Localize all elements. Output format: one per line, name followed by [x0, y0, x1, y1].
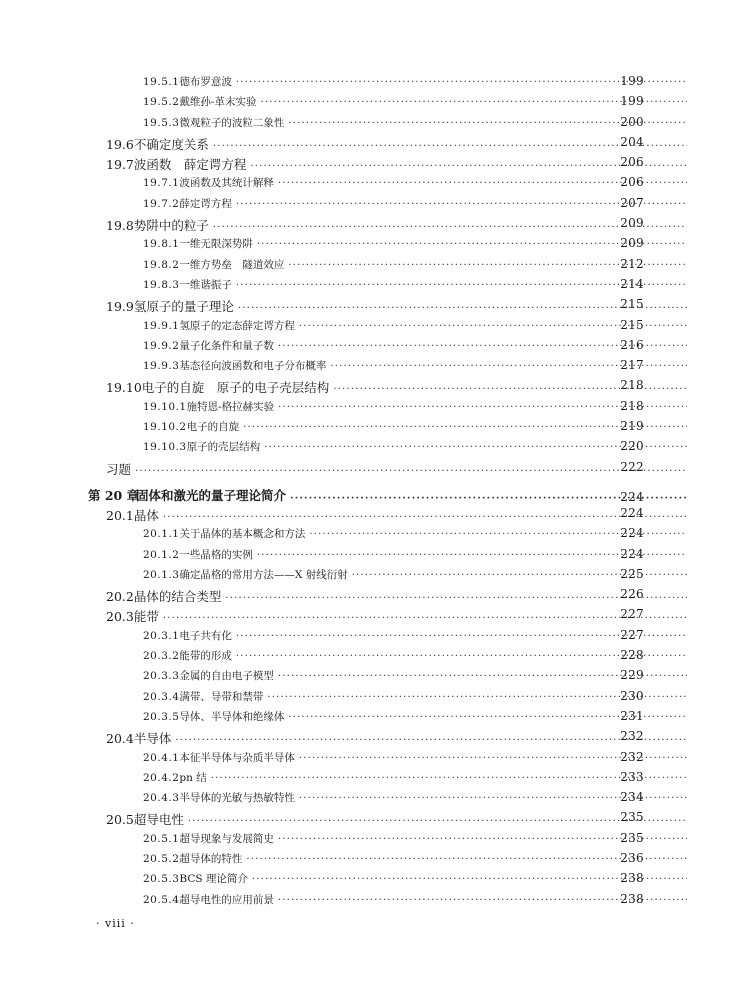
toc-entry-number: 20.2 — [106, 589, 134, 605]
toc-entry-page-number: 215 — [620, 317, 644, 332]
toc-entry-page-number: 236 — [620, 850, 644, 865]
toc-entry-sec — [0, 729, 729, 749]
toc-entry-page-number: 238 — [620, 891, 644, 906]
toc-entry-title: 确定晶格的常用方法——X 射线衍射 — [179, 568, 348, 581]
toc-entry-number: 20.3.2 — [143, 650, 180, 663]
toc-entry-sub — [0, 419, 729, 439]
toc-entry-page-number: 227 — [620, 607, 644, 622]
toc-entry-sub — [0, 196, 729, 216]
toc-entry-sec — [0, 135, 729, 155]
toc-entry-title: 戴维孙-革末实验 — [179, 96, 257, 109]
toc-entry-title: 本征半导体与杂质半导体 — [179, 751, 295, 764]
toc-entry-page-number: 224 — [620, 505, 644, 520]
toc-entry-sec — [0, 297, 729, 317]
toc-entry-number: 19.5.3 — [143, 116, 180, 129]
page-folio: · viii · — [96, 917, 135, 930]
toc-entry-page-number: 214 — [620, 276, 644, 291]
toc-entry-title: 金属的自由电子模型 — [179, 670, 274, 683]
toc-entry-number: 19.10.2 — [143, 421, 187, 434]
toc-entry-number: 19.9.1 — [143, 319, 180, 332]
toc-entry-sub — [0, 439, 729, 459]
toc-entry-number: 20.5.3 — [143, 873, 180, 886]
toc-entry-title: 关于晶体的基本概念和方法 — [179, 528, 306, 541]
toc-entry-sec — [0, 506, 729, 526]
toc-entry-number: 20.3.3 — [143, 670, 180, 683]
toc-entry-number: 19.8.2 — [143, 258, 180, 271]
toc-entry-sub — [0, 94, 729, 114]
toc-entry-number: 20.3.4 — [143, 690, 180, 703]
toc-entry-sub — [0, 628, 729, 648]
toc-entry-sec — [0, 607, 729, 627]
toc-entry-page-number: 232 — [620, 749, 644, 764]
toc-entry-number: 19.9 — [106, 299, 134, 315]
toc-entry-page-number: 209 — [620, 216, 644, 231]
toc-entry-number: 19.10.3 — [143, 441, 187, 454]
toc-entry-title: 电子的自旋 — [186, 421, 240, 434]
toc-entry-number: 第 20 章 — [88, 487, 140, 503]
toc-entry-sub — [0, 892, 729, 912]
toc-entry-title: BCS 理论简介 — [179, 873, 248, 886]
toc-entry-sub — [0, 526, 729, 546]
toc-entry-number: 20.1 — [106, 507, 134, 523]
toc-entry-title: pn 结 — [179, 771, 207, 784]
toc-entry-sub — [0, 709, 729, 729]
toc-entry-ex — [0, 460, 729, 480]
table-of-contents — [0, 74, 729, 912]
toc-entry-title: 原子的壳层结构 — [186, 441, 261, 454]
toc-entry-sub — [0, 318, 729, 338]
toc-entry-page-number: 199 — [620, 74, 644, 88]
toc-entry-sub — [0, 668, 729, 688]
toc-entry-title: 满带、导带和禁带 — [179, 690, 264, 703]
toc-entry-sub — [0, 338, 729, 358]
toc-entry-page-number: 199 — [620, 94, 644, 109]
toc-entry-number: 19.8 — [106, 218, 134, 234]
toc-entry-title: 习题 — [106, 461, 132, 477]
toc-entry-page-number: 206 — [620, 175, 644, 190]
toc-entry-title: 电子的自旋 原子的电子壳层结构 — [141, 380, 330, 396]
toc-entry-sub — [0, 851, 729, 871]
toc-entry-page-number: 204 — [620, 134, 644, 149]
toc-entry-title: 波函数 薛定谔方程 — [133, 157, 247, 173]
toc-entry-number: 20.4.3 — [143, 792, 180, 805]
toc-entry-sub — [0, 750, 729, 770]
toc-entry-number: 19.7.2 — [143, 197, 180, 210]
toc-entry-number: 20.4 — [106, 731, 134, 747]
dot-leader — [163, 614, 687, 624]
toc-entry-sub — [0, 648, 729, 668]
toc-entry-page-number: 224 — [620, 489, 644, 504]
toc-entry-page-number: 209 — [620, 236, 644, 251]
toc-entry-sub — [0, 399, 729, 419]
toc-entry-title: 波函数及其统计解释 — [179, 177, 274, 190]
dot-leader — [135, 467, 687, 477]
toc-entry-page-number: 228 — [620, 648, 644, 663]
toc-entry-title: 施特恩-格拉赫实验 — [186, 400, 275, 413]
toc-entry-title: 不确定度关系 — [133, 136, 209, 152]
toc-entry-number: 20.5.1 — [143, 832, 180, 845]
toc-entry-number: 20.5 — [106, 812, 134, 828]
dot-leader — [213, 142, 687, 152]
toc-entry-page-number: 222 — [620, 459, 644, 474]
toc-entry-number: 19.9.3 — [143, 360, 180, 373]
dot-leader — [211, 774, 687, 784]
toc-entry-number: 19.7 — [106, 157, 134, 173]
toc-entry-sub — [0, 175, 729, 195]
toc-entry-page-number: 212 — [620, 256, 644, 271]
toc-entry-number: 19.8.3 — [143, 278, 180, 291]
toc-entry-title: 势阱中的粒子 — [133, 218, 209, 234]
toc-entry-page-number: 218 — [620, 398, 644, 413]
toc-entry-sub — [0, 358, 729, 378]
toc-entry-title: 半导体 — [133, 731, 172, 747]
toc-entry-page-number: 231 — [620, 708, 644, 723]
toc-entry-sub — [0, 871, 729, 891]
toc-entry-page-number: 217 — [620, 358, 644, 373]
toc-entry-title: 能带 — [133, 609, 159, 625]
toc-entry-title: 氢原子的量子理论 — [133, 299, 234, 315]
dot-leader — [175, 736, 687, 746]
dot-leader — [225, 594, 687, 604]
dot-leader — [163, 513, 687, 523]
toc-entry-page-number: 227 — [620, 627, 644, 642]
toc-entry-sub — [0, 831, 729, 851]
toc-entry-title: 能带的形成 — [179, 650, 232, 663]
toc-entry-number: 19.10 — [106, 380, 142, 396]
toc-entry-title: 微观粒子的波粒二象性 — [179, 116, 285, 129]
toc-entry-title: 一维方势垒 隧道效应 — [179, 258, 285, 271]
toc-entry-page-number: 200 — [620, 114, 644, 129]
toc-entry-page-number: 233 — [620, 769, 644, 784]
toc-entry-sub — [0, 770, 729, 790]
toc-entry-title: 导体、半导体和绝缘体 — [179, 710, 285, 723]
toc-entry-number: 19.5.1 — [143, 76, 180, 88]
toc-entry-number: 19.6 — [106, 136, 134, 152]
toc-entry-number: 19.10.1 — [143, 400, 187, 413]
toc-entry-page-number: 235 — [620, 810, 644, 825]
dot-leader — [213, 223, 687, 233]
toc-entry-page-number: 232 — [620, 729, 644, 744]
dot-leader — [188, 817, 687, 827]
toc-entry-number: 19.5.2 — [143, 96, 180, 109]
toc-entry-number: 20.1.1 — [143, 528, 180, 541]
toc-entry-number: 20.1.3 — [143, 568, 180, 581]
toc-entry-title: 超导体的特性 — [179, 852, 243, 865]
toc-entry-title: 晶体 — [133, 507, 159, 523]
toc-entry-title: 半导体的光敏与热敏特性 — [179, 792, 295, 805]
toc-entry-sub — [0, 277, 729, 297]
toc-entry-title: 德布罗意波 — [179, 76, 232, 88]
toc-entry-page-number: 206 — [620, 155, 644, 170]
toc-entry-number: 20.3.1 — [143, 629, 180, 642]
toc-entry-sec — [0, 587, 729, 607]
toc-entry-sub — [0, 567, 729, 587]
toc-entry-page-number: 224 — [620, 546, 644, 561]
toc-entry-page-number: 207 — [620, 195, 644, 210]
toc-entry-page-number: 230 — [620, 688, 644, 703]
toc-entry-number: 19.8.1 — [143, 238, 180, 251]
toc-entry-sec — [0, 378, 729, 398]
toc-entry-title: 晶体的结合类型 — [133, 589, 222, 605]
toc-entry-number: 19.7.1 — [143, 177, 180, 190]
toc-entry-sub — [0, 115, 729, 135]
toc-entry-page-number: 215 — [620, 297, 644, 312]
toc-entry-page-number: 216 — [620, 337, 644, 352]
toc-entry-page-number: 218 — [620, 378, 644, 393]
toc-entry-page-number: 219 — [620, 419, 644, 434]
toc-entry-page-number: 225 — [620, 566, 644, 581]
toc-entry-number: 20.4.2 — [143, 771, 180, 784]
toc-entry-title: 固体和激光的量子理论简介 — [136, 487, 287, 503]
toc-entry-title: 一维无限深势阱 — [179, 238, 253, 251]
toc-entry-number: 20.1.2 — [143, 548, 180, 561]
toc-entry-title: 一维谐振子 — [179, 278, 232, 291]
toc-entry-number: 20.5.4 — [143, 893, 180, 906]
toc-entry-number: 20.4.1 — [143, 751, 180, 764]
toc-entry-number: 20.3.5 — [143, 710, 180, 723]
toc-entry-sub — [0, 790, 729, 810]
toc-entry-page-number: 226 — [620, 587, 644, 602]
toc-entry-chap — [0, 480, 729, 506]
toc-entry-page-number: 229 — [620, 668, 644, 683]
toc-entry-sub — [0, 236, 729, 256]
toc-entry-sub — [0, 547, 729, 567]
toc-entry-number: 20.3 — [106, 609, 134, 625]
toc-entry-title: 电子共有化 — [179, 629, 232, 642]
toc-entry-title: 薛定谔方程 — [179, 197, 232, 210]
toc-entry-page-number: 238 — [620, 871, 644, 886]
toc-entry-sec — [0, 155, 729, 175]
toc-entry-title: 超导现象与发展简史 — [179, 832, 274, 845]
toc-entry-sec — [0, 810, 729, 830]
toc-entry-title: 量子化条件和量子数 — [179, 339, 274, 352]
toc-entry-page-number: 235 — [620, 830, 644, 845]
toc-entry-number: 20.5.2 — [143, 852, 180, 865]
toc-entry-number: 19.9.2 — [143, 339, 180, 352]
toc-entry-title: 基态径向波函数和电子分布概率 — [179, 360, 327, 373]
toc-entry-sub — [0, 74, 729, 94]
toc-entry-title: 超导电性的应用前景 — [179, 893, 274, 906]
toc-entry-page-number: 224 — [620, 526, 644, 541]
toc-entry-title: 超导电性 — [133, 812, 184, 828]
toc-entry-sub — [0, 689, 729, 709]
toc-entry-page-number: 220 — [620, 439, 644, 454]
toc-entry-page-number: 234 — [620, 790, 644, 805]
toc-entry-title: 一些晶格的实例 — [179, 548, 253, 561]
toc-entry-sub — [0, 257, 729, 277]
toc-entry-title: 氢原子的定态薛定谔方程 — [179, 319, 295, 332]
toc-entry-sec — [0, 216, 729, 236]
